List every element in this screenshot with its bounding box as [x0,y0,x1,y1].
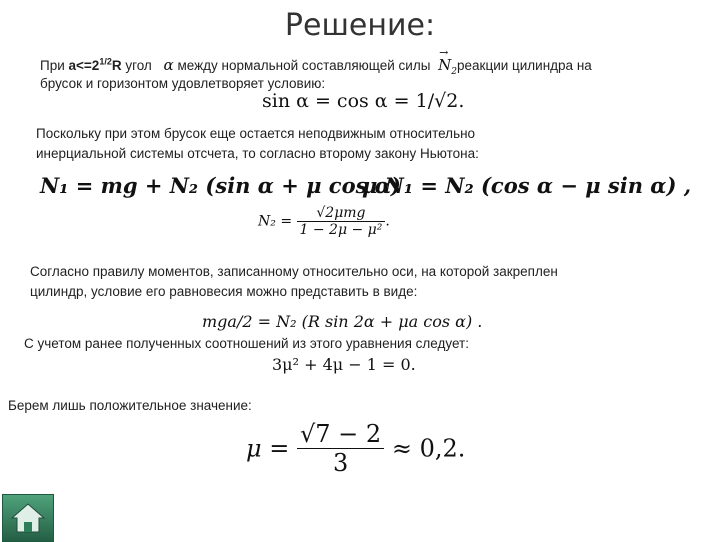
paragraph-3-line-1: Согласно правилу моментов, записанному относительно оси, на которой закреплен [30,264,558,279]
p1-pre: При [40,58,69,73]
paragraph-5: Берем лишь положительное значение: [8,398,252,413]
equation-6: μ = $\frac{√7 - 2}{3}$ ≈ 0,2. [246,420,466,477]
equation-2a: N₁ = mg + N₂ (sin α + μ cos α) [40,173,401,198]
paragraph-1-line-1 [40,46,592,77]
p1-mid: угол [121,58,156,73]
equation-1: sin α = cos α = 1/√2. [262,90,465,112]
paragraph-2-line-1: Поскольку при этом брусок еще остается неподвижным относительно [36,126,476,141]
p1-condition: $a<=2^{1/2}R$ [68,56,122,73]
equation-3: N₂ = $\frac{\text{√2μmg}}{\text{1 − 2μ − μ²}}$ . [258,205,390,238]
equation-3-fraction: $\frac{\text{√2μmg}}{\text{1 − 2μ − μ²}}$ [297,205,386,238]
equation-5: 3μ² + 4μ − 1 = 0. [272,355,416,374]
equation-6-fraction: $\frac{√7 - 2}{3}$ [297,420,384,477]
slide-title: Решение: [284,8,436,43]
paragraph-3-line-2: цилиндр, условие его равновесия можно представить в виде: [30,284,418,299]
paragraph-1-line-2: брусок и горизонтом удовлетворяет условию: [40,76,326,91]
equation-4: mga/2 = N₂ (R sin 2α + μa cos α) . [202,312,483,331]
paragraph-2-line-2: инерциальной системы отсчета, то согласно второму закону Ньютона: [36,146,479,161]
alpha-symbol: α [163,56,174,74]
equation-2b: μ N₁ = N₂ (cos α − μ sin α) , [362,173,692,198]
p1-rest: между нормальной составляющей силы [173,58,435,73]
home-icon [3,495,53,541]
n2-vector: → $N_2$ [438,46,458,77]
home-button[interactable] [2,494,54,542]
p1-tail: реакции цилиндра на [457,58,592,73]
paragraph-4: С учетом ранее полученных соотношений из этого уравнения следует: [24,336,469,351]
